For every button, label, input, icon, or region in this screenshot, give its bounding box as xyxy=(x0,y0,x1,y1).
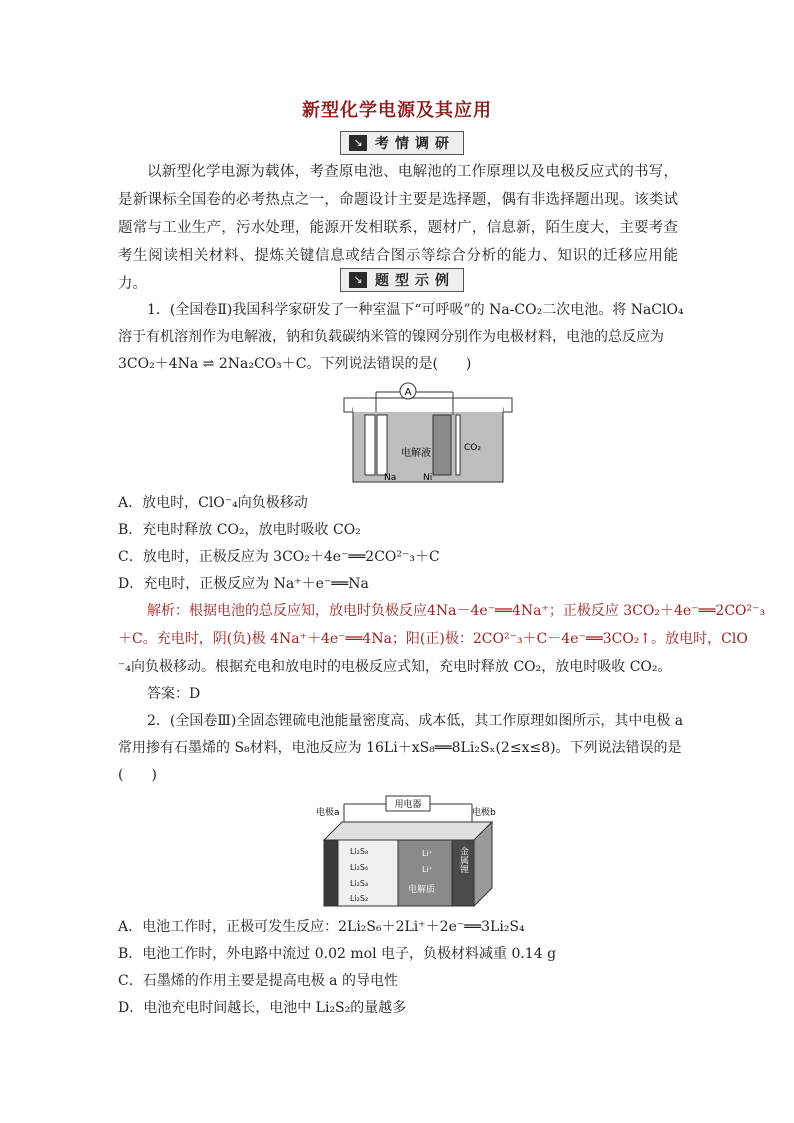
q2-option-c: C．石墨烯的作用主要是提高电极 a 的导电性 xyxy=(118,973,398,989)
co2-label: CO₂ xyxy=(464,443,481,453)
q1-option-d: D．充电时，正极反应为 Na⁺＋e⁻══Na xyxy=(118,576,369,592)
q1-battery-figure xyxy=(343,380,513,484)
section-banner-examples xyxy=(340,268,464,292)
li2s4-label: Li₂S₄ xyxy=(350,879,369,888)
q2-stem-line3: ( ) xyxy=(118,767,157,783)
metal-li-label: 金属锂 xyxy=(458,846,468,874)
q2-option-a: A．电池工作时，正极可发生反应：2Li₂S₆＋2Li⁺＋2e⁻══3Li₂S₄ xyxy=(118,919,525,935)
banner-label: 考情调研 xyxy=(375,136,455,152)
q2-battery-figure xyxy=(312,792,500,910)
section-banner-research xyxy=(340,131,464,155)
q1-analysis-line3: ⁻₄向负极移动。根据充电和放电时的电极反应式知，充电时释放 CO₂，放电时吸收 CO₂。 xyxy=(118,659,672,675)
li2s2-label: Li₂S₂ xyxy=(350,894,369,903)
electrolyte-label: 电解液 xyxy=(401,448,431,459)
ammeter-label: A xyxy=(404,387,412,398)
q1-analysis-line1: 解析：根据电池的总反应知，放电时负极反应4Na－4e⁻══4Na⁺；正极反应 3CO₂＋4e⁻══2CO²⁻₃ xyxy=(147,603,766,619)
q1-option-b: B．充电时释放 CO₂，放电时吸收 CO₂ xyxy=(118,522,361,538)
q1-option-c: C．放电时，正极反应为 3CO₂＋4e⁻══2CO²⁻₃＋C xyxy=(118,549,440,565)
arrow-icon: ↘ xyxy=(349,272,367,288)
banner-label: 题型示例 xyxy=(375,273,455,289)
electrode-a-label: 电极a xyxy=(316,808,340,818)
page-title: 新型化学电源及其应用 xyxy=(302,100,492,121)
q1-answer: 答案：D xyxy=(147,686,201,702)
q2-option-b: B．电池工作时，外电路中流过 0.02 mol 电子，负极材料减重 0.14 g xyxy=(118,946,557,962)
arrow-icon: ↘ xyxy=(349,135,367,151)
li-ion-label: Li⁺ xyxy=(422,865,433,874)
q2-stem-line1: 2．(全国卷Ⅲ)全固态锂硫电池能量密度高、成本低，其工作原理如图所示，其中电极 a xyxy=(147,713,684,729)
q1-stem-line2: 溶于有机溶剂作为电解液，钠和负载碳纳米管的镍网分别作为电极材料，电池的总反应为 xyxy=(118,329,664,345)
intro-paragraph: 以新型化学电源为载体，考查原电池、电解池的工作原理以及电极反应式的书写，是新课标全国卷的必考热点之一，命题设计主要是选择题，偶有非选择题出现。该类试题常与工业生产，污水处理，能源开发相联系，题材广，信息新，陌生度大，主要考查考生阅读相关材料、提炼关键信息或结合图示等综合分析的能力、知识的迁移应用能力。 xyxy=(118,164,678,292)
li-ion-label: Li⁺ xyxy=(422,849,433,858)
electrolyte-label: 电解质 xyxy=(408,885,436,895)
q2-option-d: D．电池充电时间越长，电池中 Li₂S₂的量越多 xyxy=(118,1000,407,1016)
q2-stem-line2: 常用掺有石墨烯的 S₈材料，电池反应为 16Li＋xS₈══8Li₂Sₓ(2≤x≤8)。下列说法错误的是 xyxy=(118,740,682,756)
q1-option-a: A．放电时，ClO⁻₄向负极移动 xyxy=(118,495,308,511)
device-label: 用电器 xyxy=(394,800,422,810)
q1-stem-line1: 1．(全国卷Ⅱ)我国科学家研发了一种室温下“可呼吸”的 Na-CO₂二次电池。将 NaClO₄ xyxy=(147,302,684,318)
na-label: Na xyxy=(384,473,397,483)
ni-label: Ni xyxy=(423,473,433,483)
li2s6-label: Li₂S₆ xyxy=(350,863,369,872)
q1-stem-line3: 3CO₂＋4Na ⇌ 2Na₂CO₃＋C。下列说法错误的是( ) xyxy=(118,356,472,372)
q1-analysis-line2: ＋C。充电时，阴(负)极 4Na⁺＋4e⁻══4Na；阳(正)极：2CO²⁻₃＋C－4e⁻══3CO₂↑。放电时，ClO xyxy=(118,631,748,647)
li2s8-label: Li₂S₈ xyxy=(350,847,369,856)
electrode-b-label: 电极b xyxy=(472,808,496,818)
